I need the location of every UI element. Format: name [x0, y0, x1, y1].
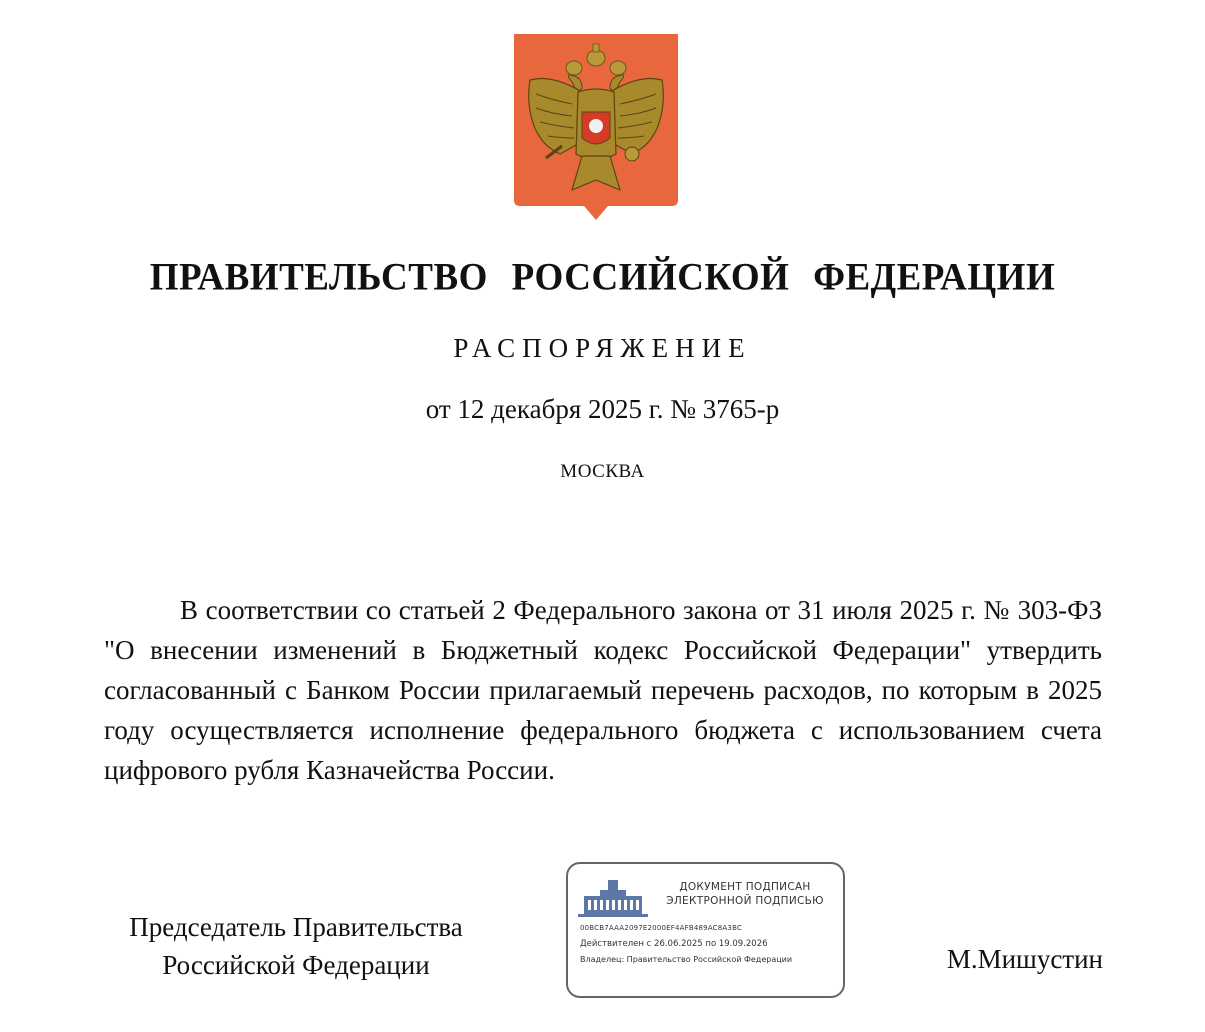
- document-date-number: от 12 декабря 2025 г. № 3765-р: [425, 394, 780, 424]
- signer-position-line1: Председатель Правительства: [129, 912, 463, 942]
- government-title: ПРАВИТЕЛЬСТВО РОССИЙСКОЙ ФЕДЕРАЦИИ: [149, 255, 1056, 300]
- stamp-certificate-serial: 00BCB7AAA2097E2000EF4AFB489AC8A3BC: [580, 924, 743, 932]
- signer-name: М.Мишустин: [946, 944, 1103, 974]
- signer-position: [100, 908, 492, 984]
- document-type: РАСПОРЯЖЕНИЕ: [453, 333, 752, 363]
- government-building-icon: [578, 878, 648, 918]
- stamp-owner: Владелец: Правительство Российской Федерации: [580, 955, 793, 964]
- coat-of-arms-icon: [512, 34, 680, 220]
- decree-paragraph: В соответствии со статьей 2 Федерального закона от 31 июля 2025 г. № 303-ФЗ "О внесении изменений в Бюджетный кодекс Российской Федерации" утвердить согласованный с Банком России прилагаемый перечень расходов, по которым в 2025 году осуществляется исполнение федерального бюджета с использованием счета цифрового рубля Казначейства России.: [104, 595, 1102, 785]
- stamp-heading-line1: ДОКУМЕНТ ПОДПИСАН: [679, 881, 811, 893]
- stamp-heading-line2: ЭЛЕКТРОННОЙ ПОДПИСЬЮ: [666, 895, 824, 907]
- document-city: МОСКВА: [560, 461, 645, 482]
- stamp-heading: [654, 880, 836, 908]
- stamp-validity: Действителен с 26.06.2025 по 19.09.2026: [580, 939, 768, 949]
- signer-position-line2: Российской Федерации: [162, 950, 430, 980]
- electronic-signature-stamp: [566, 862, 845, 998]
